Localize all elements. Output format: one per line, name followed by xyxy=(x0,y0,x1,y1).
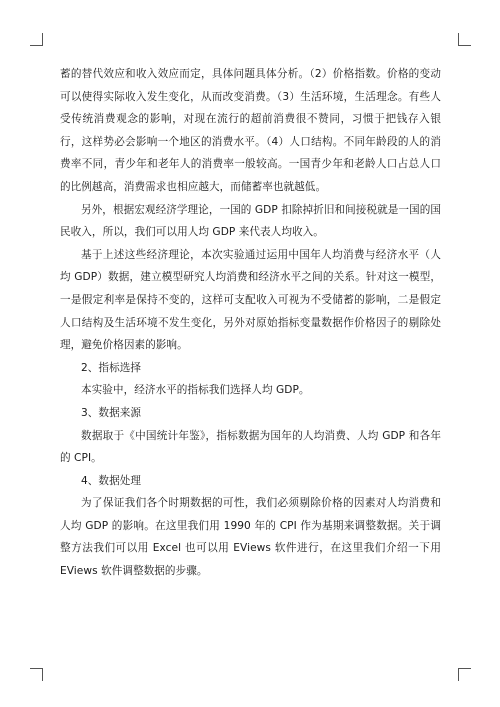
paragraph-indicator-selection: 本实验中，经济水平的指标我们选择人均 GDP。 xyxy=(81,384,310,397)
crop-mark-top-right xyxy=(458,33,471,46)
section-heading-data-source: 3、数据来源 xyxy=(81,406,142,419)
paragraph-data-source: 数据取于《中国统计年鉴》，指标数据为国年的人均消费、人均 GDP 和各年的 CPI。 xyxy=(60,429,441,465)
paragraph-model-assumptions: 基于上述这些经济理论，本次实验通过运用中国年人均消费与经济水平（人均 GDP）数据，建立模型研究人均消费和经济水平之间的关系。针对这一模型，一是假定利率是保持不变的，这样可支配收入可视为不受储蓄的影响，二是假定人口结构及生活环境不发生变化，另外对原始指标变量数据作价格因子的剔除处理，避免价格因素的影响。 xyxy=(60,248,441,352)
crop-mark-bottom-left xyxy=(30,668,43,681)
paragraph-data-processing: 为了保证我们各个时期数据的可性，我们必须剔除价格的因素对人均消费和人均 GDP 的影响。在这里我们用 1990 年的 CPI 作为基期来调整数据。关于调整方法我们可以用 Excel 也可以用 EViews 软件进行，在这里我们介绍一下用 EViews 软件调整数据的步骤。 xyxy=(60,497,441,578)
paragraph-consumption-factors: 蓄的替代效应和收入效应而定，具体问题具体分析。（2）价格指数。价格的变动可以使得实际收入发生变化，从而改变消费。（3）生活环境，生活理念。有些人受传统消费观念的影响，对现在流行的超前消费很不赞同，习惯于把钱存入银行，这样势必会影响一个地区的消费水平。（4）人口结构。不同年龄段的人的消费率不同，青少年和老年人的消费率一般较高。一国青少年和老龄人口占总人口的比例越高，消费需求也相应越大，而储蓄率也就越低。 xyxy=(60,68,441,193)
crop-mark-bottom-right xyxy=(458,668,471,681)
section-heading-indicator-selection: 2、指标选择 xyxy=(81,361,142,374)
crop-mark-top-left xyxy=(30,33,43,46)
document-body xyxy=(60,63,441,583)
section-heading-data-processing: 4、数据处理 xyxy=(81,474,142,487)
paragraph-gdp-income: 另外，根据宏观经济学理论，一国的 GDP 扣除掉折旧和间接税就是一国的国民收入，所以，我们可以用人均 GDP 来代表人均收入。 xyxy=(60,203,441,239)
